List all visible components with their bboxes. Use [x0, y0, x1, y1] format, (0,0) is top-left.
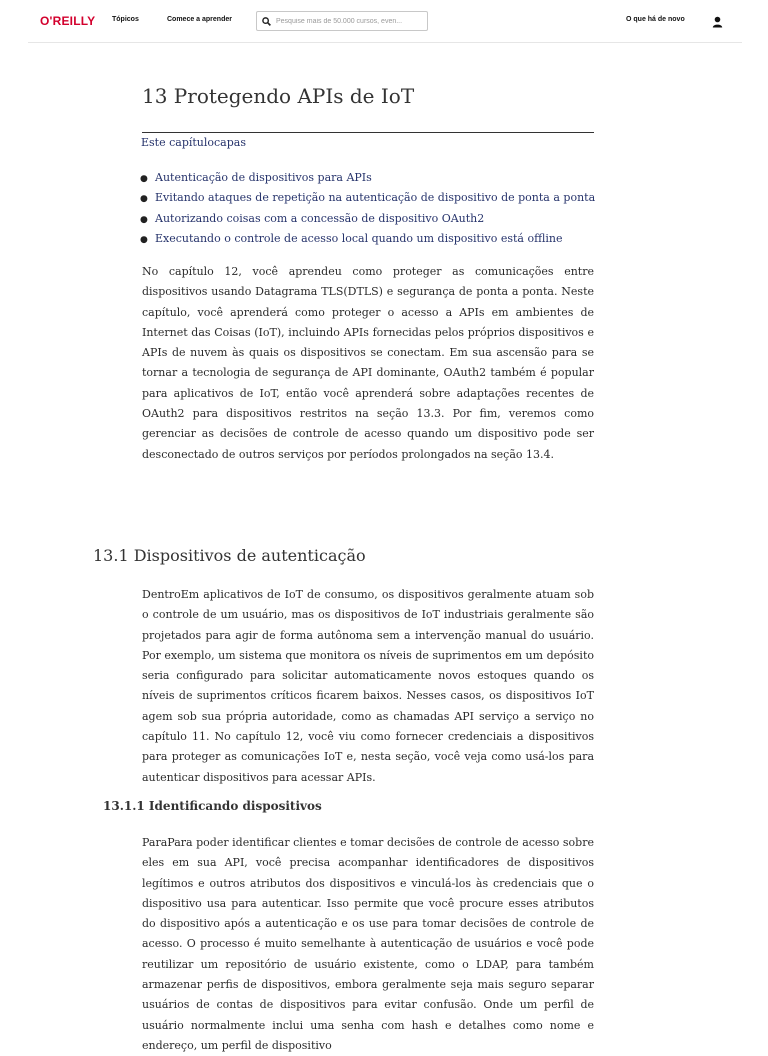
bullet-icon: ● [140, 234, 148, 245]
nav-whats-new[interactable]: O que há de novo [626, 16, 685, 23]
nav-topics[interactable]: Tópicos [112, 16, 139, 23]
title-divider [142, 132, 594, 133]
subsection-heading: 13.1.1 Identificando dispositivos [103, 799, 322, 813]
bullet-icon: ● [140, 214, 148, 225]
chapter-title: 13 Protegendo APIs de IoT [142, 84, 415, 108]
chapter-covers-label: Este capítulocapas [141, 136, 246, 149]
topic-item[interactable]: ● Evitando ataques de repetição na autenticação de dispositivo de ponta a ponta [140, 188, 595, 208]
search-input[interactable] [276, 18, 426, 25]
chapter-topics-list [140, 168, 595, 249]
search-box[interactable] [256, 11, 428, 31]
subsection-paragraph: ParaPara poder identificar clientes e tomar decisões de controle de acesso sobre eles em sua API, você precisa acompanhar identificadores de dispositivos legítimos e outros atributos dos dispositivos e vinculá-los às credenciais que o dispositivo usa para autenticar. Isso permite que você procure esses atributos do dispositivo após a autenticação e os use para tomar decisões de controle de acesso. O processo é muito semelhante à autenticação de usuários e você pode reutilizar um repositório de usuário existente, como o LDAP, para também armazenar perfis de dispositivos, embora geralmente seja mais seguro separar usuários de contas de dispositivos para evitar confusão. Onde um perfil de usuário normalmente inclui uma senha com hash e detalhes como nome e endereço, um perfil de dispositivo [142, 836, 594, 1052]
topic-item[interactable]: ● Autorizando coisas com a concessão de dispositivo OAuth2 [140, 209, 595, 229]
topic-item[interactable]: ● Autenticação de dispositivos para APIs [140, 168, 595, 188]
search-icon [262, 17, 271, 26]
bullet-icon: ● [140, 194, 148, 205]
topic-item[interactable]: ● Executando o controle de acesso local quando um dispositivo está offline [140, 229, 595, 249]
section-heading: 13.1 Dispositivos de autenticação [93, 546, 366, 565]
bullet-icon: ● [140, 174, 148, 184]
top-navigation-bar [28, 0, 742, 43]
oreilly-logo[interactable]: O'REILLY [40, 14, 96, 28]
chapter-intro-paragraph: No capítulo 12, você aprendeu como proteger as comunicações entre dispositivos usando Datagrama TLS(DTLS) e segurança de ponta a ponta. Neste capítulo, você aprenderá como proteger o acesso a APIs em ambientes de Internet das Coisas (IoT), incluindo APIs fornecidas pelos próprios dispositivos e APIs de nuvem às quais os dispositivos se conectam. Em sua ascensão para se tornar a tecnologia de segurança de API dominante, OAuth2 também é popular para aplicativos de IoT, então você aprenderá sobre adaptações recentes de OAuth2 para dispositivos restritos na seção 13.3. Por fim, veremos como gerenciar as decisões de controle de acesso quando um dispositivo pode ser desconectado de outros serviços por períodos prolongados na seção 13.4. [142, 265, 594, 461]
nav-get-started[interactable]: Comece a aprender [167, 16, 232, 23]
section-paragraph: DentroEm aplicativos de IoT de consumo, os dispositivos geralmente atuam sob o controle de um usuário, mas os dispositivos de IoT industriais geralmente são projetados para agir de forma autônoma sem a intervenção manual do usuário. Por exemplo, um sistema que monitora os níveis de suprimentos em um depósito seria configurado para solicitar automaticamente novos estoques quando os níveis de suprimentos críticos ficarem baixos. Nesses casos, os dispositivos IoT agem sob sua própria autoridade, como as chamadas API serviço a serviço no capítulo 11. No capítulo 12, você viu como fornecer credenciais a dispositivos para proteger as comunicações IoT e, nesta seção, você veja como usá-los para autenticar dispositivos para acessar APIs. [142, 588, 594, 784]
user-icon[interactable] [712, 16, 723, 28]
